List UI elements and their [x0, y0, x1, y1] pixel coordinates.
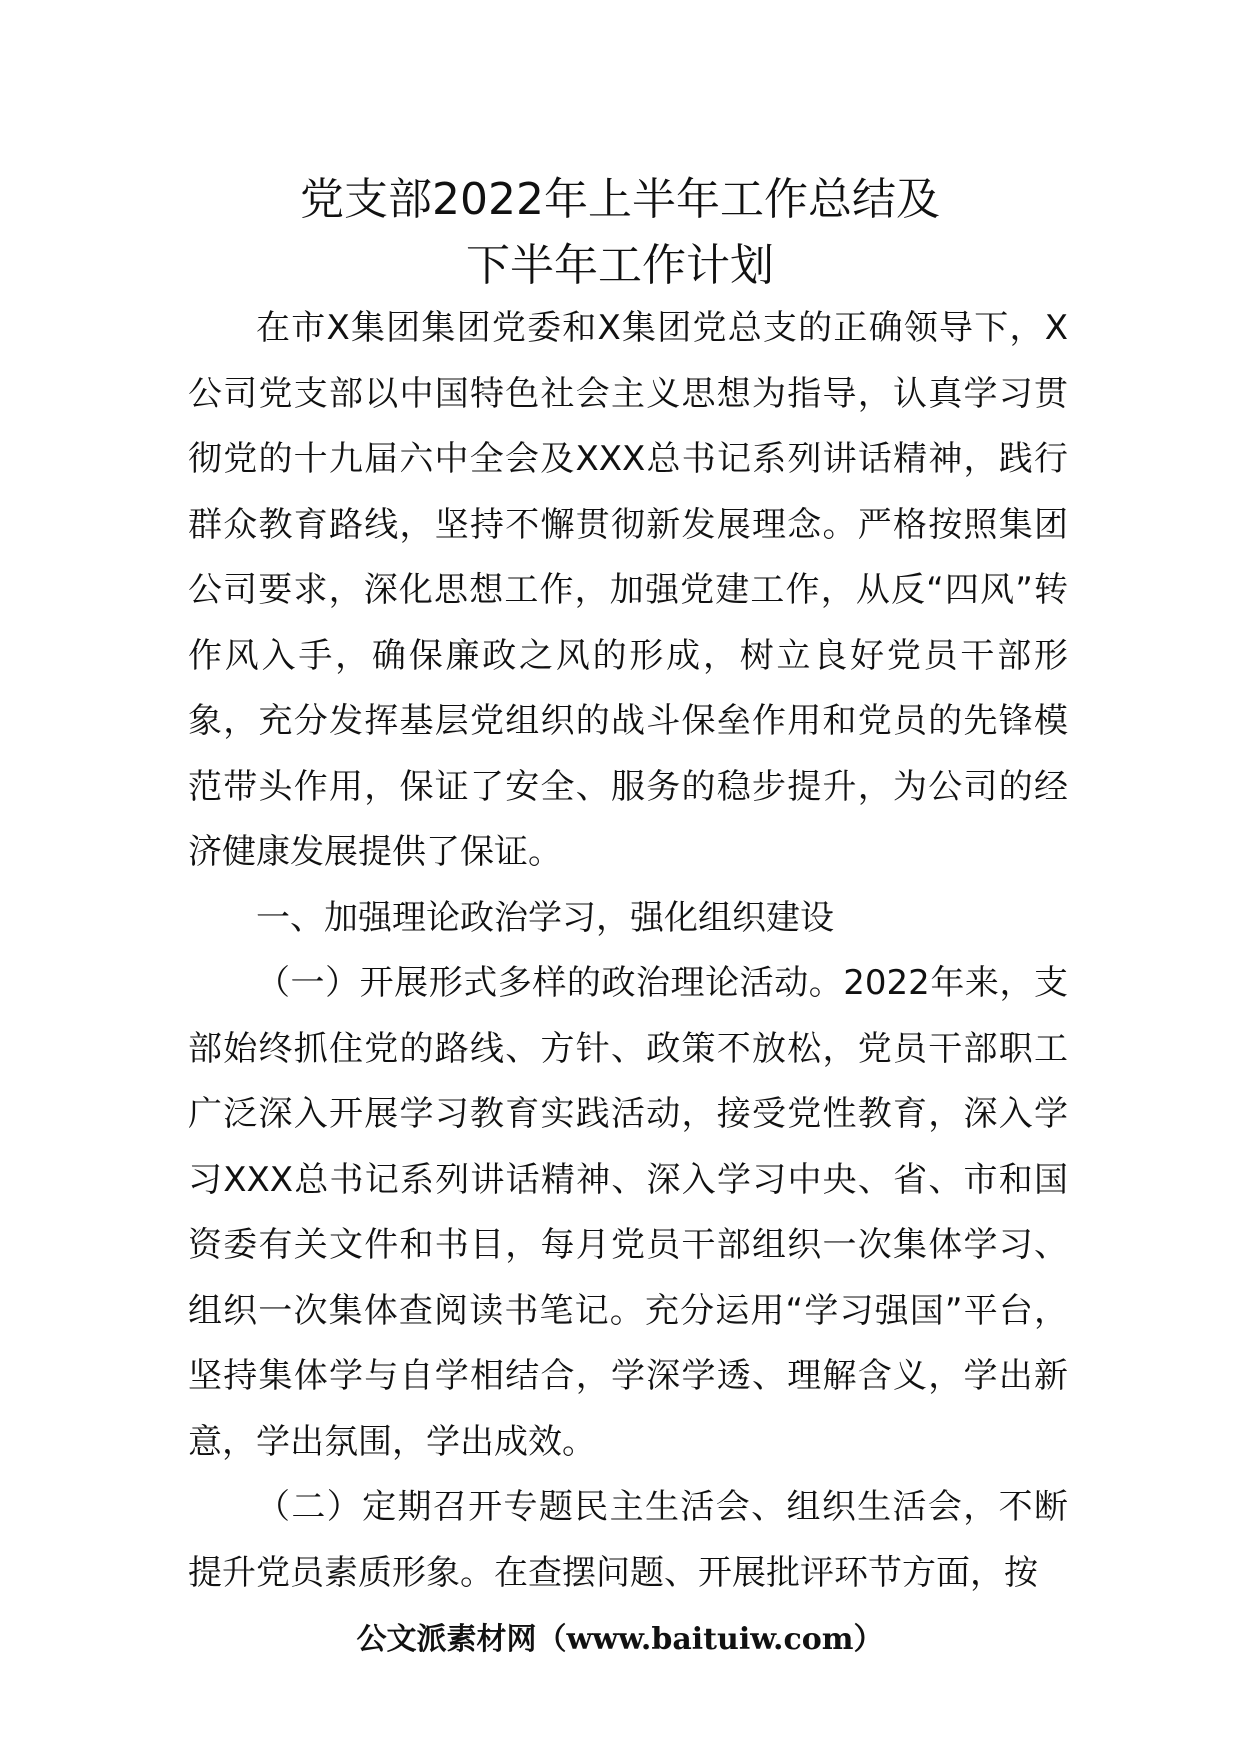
section-heading-1: 一、加强理论政治学习，强化组织建设	[256, 897, 834, 938]
document-title-line-2: 下半年工作计划	[466, 240, 774, 291]
footer-watermark: 公文派素材网（www.baituiw.com）	[356, 1622, 884, 1657]
subsection-paragraph-2: （二）定期召开专题民主生活会、组织生活会，不断提升党员素质形象。在查摆问题、开展批评环节方面，按	[188, 1487, 1068, 1593]
intro-paragraph: 在市X集团集团党委和X集团党总支的正确领导下，X公司党支部以中国特色社会主义思想为指导，认真学习贯彻党的十九届六中全会及XXX总书记系列讲话精神，践行群众教育路线，坚持不懈贯彻新发展理念。严格按照集团公司要求，深化思想工作，加强党建工作，从反“四风”转作风入手，确保廉政之风的形成，树立良好党员干部形象，充分发挥基层党组织的战斗保垒作用和党员的先锋模范带头作用，保证了安全、服务的稳步提升，为公司的经济健康发展提供了保证。	[188, 308, 1068, 872]
subsection-paragraph-1: （一）开展形式多样的政治理论活动。2022年来，支部始终抓住党的路线、方针、政策不放松，党员干部职工广泛深入开展学习教育实践活动，接受党性教育，深入学习XXX总书记系列讲话精神、深入学习中央、省、市和国资委有关文件和书目，每月党员干部组织一次集体学习、组织一次集体查阅读书笔记。充分运用“学习强国”平台，坚持集体学与自学相结合，学深学透、理解含义，学出新意，学出氛围，学出成效。	[188, 963, 1068, 1462]
document-body	[188, 296, 1068, 1606]
document-title-line-1: 党支部2022年上半年工作总结及	[300, 174, 940, 225]
